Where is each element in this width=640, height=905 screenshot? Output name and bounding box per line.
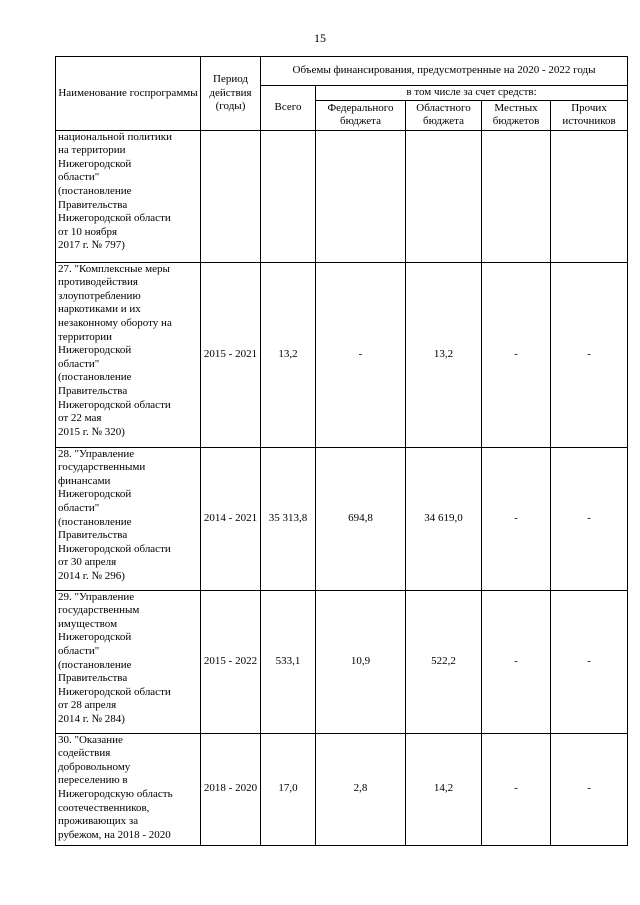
regional-budget-cell — [406, 130, 482, 262]
program-name-line: области" — [58, 171, 100, 184]
other-sources-cell: - — [551, 447, 628, 590]
program-name-line: государственным — [58, 604, 140, 617]
program-name-line: содействия — [58, 747, 111, 760]
period-cell — [201, 130, 261, 262]
program-name-line: от 22 мая — [58, 412, 102, 425]
program-name-line: 2014 г. № 284) — [58, 712, 125, 725]
program-name-line: Нижегородскую область — [58, 787, 173, 800]
local-budget-cell: - — [482, 733, 551, 845]
program-name-line: (постановление — [58, 515, 132, 528]
total-cell: 533,1 — [261, 590, 316, 733]
other-sources-cell: - — [551, 262, 628, 447]
program-name-cell — [56, 733, 201, 845]
program-name-line: Правительства — [58, 198, 128, 211]
header-funding: Объемы финансирования, предусмотренные на 2020 - 2022 годы — [261, 57, 628, 86]
regional-budget-cell: 13,2 — [406, 262, 482, 447]
program-name-cell — [56, 130, 201, 262]
other-sources-cell: - — [551, 733, 628, 845]
program-name-line: области" — [58, 357, 100, 370]
program-name-line: 29. "Управление — [58, 590, 135, 603]
program-name-line: области" — [58, 644, 100, 657]
total-cell: 13,2 — [261, 262, 316, 447]
program-name-line: рубежом, на 2018 - 2020 — [58, 828, 171, 841]
header-other: Прочих источников — [551, 100, 628, 130]
program-name-line: злоупотреблению — [58, 289, 141, 302]
table-row — [56, 130, 628, 262]
program-name-line: незаконному обороту на — [58, 316, 172, 329]
program-name-line: Правительства — [58, 384, 128, 397]
federal-budget-cell: 2,8 — [316, 733, 406, 845]
program-name-cell — [56, 262, 201, 447]
program-name-line: 2014 г. № 296) — [58, 569, 125, 582]
program-name-line: (постановление — [58, 184, 132, 197]
header-name: Наименование госпрограммы — [56, 57, 201, 131]
program-name-line: Правительства — [58, 672, 128, 685]
total-cell: 17,0 — [261, 733, 316, 845]
table-body — [56, 130, 628, 845]
table-row — [56, 262, 628, 447]
program-name-line: Нижегородской — [58, 157, 132, 170]
program-name-line: проживающих за — [58, 815, 139, 828]
program-name-line: Нижегородской области — [58, 542, 171, 555]
header-including: в том числе за счет средств: — [316, 86, 628, 101]
period-cell: 2018 - 2020 — [201, 733, 261, 845]
table-row — [56, 733, 628, 845]
regional-budget-cell: 522,2 — [406, 590, 482, 733]
regional-budget-cell: 14,2 — [406, 733, 482, 845]
program-name-line: Нижегородской — [58, 344, 132, 357]
local-budget-cell: - — [482, 262, 551, 447]
other-sources-cell: - — [551, 590, 628, 733]
program-name-cell — [56, 447, 201, 590]
program-name-line: противодействия — [58, 276, 138, 289]
program-name-line: от 28 апреля — [58, 699, 117, 712]
page-number: 15 — [314, 31, 326, 45]
table-row — [56, 447, 628, 590]
federal-budget-cell — [316, 130, 406, 262]
header-period: Период действия (годы) — [201, 57, 261, 131]
program-name-line: добровольному — [58, 760, 131, 773]
program-name-line: переселению в — [58, 774, 128, 787]
program-name-line: Нижегородской области — [58, 398, 171, 411]
program-name-line: 28. "Управление — [58, 447, 135, 460]
program-name-line: 2017 г. № 797) — [58, 239, 125, 252]
program-name-line: имуществом — [58, 617, 118, 630]
program-name-line: 2015 г. № 320) — [58, 425, 125, 438]
federal-budget-cell: - — [316, 262, 406, 447]
program-name-line: области" — [58, 501, 100, 514]
program-name-line: национальной политики — [58, 130, 172, 143]
local-budget-cell: - — [482, 447, 551, 590]
period-cell: 2014 - 2021 — [201, 447, 261, 590]
total-cell — [261, 130, 316, 262]
program-name-line: государственными — [58, 461, 146, 474]
header-local: Местных бюджетов — [482, 100, 551, 130]
header-federal: Федерального бюджета — [316, 100, 406, 130]
federal-budget-cell: 694,8 — [316, 447, 406, 590]
program-name-line: Нижегородской области — [58, 685, 171, 698]
program-name-line: (постановление — [58, 371, 132, 384]
table-row — [56, 590, 628, 733]
funding-table — [55, 56, 628, 846]
program-name-line: территории — [58, 330, 113, 343]
program-name-line: от 10 ноября — [58, 225, 118, 238]
program-name-line: финансами — [58, 474, 111, 487]
program-name-line: Нижегородской области — [58, 212, 171, 225]
program-name-line: Нижегородской — [58, 631, 132, 644]
program-name-line: 27. "Комплексные меры — [58, 262, 170, 275]
period-cell: 2015 - 2021 — [201, 262, 261, 447]
program-name-line: соотечественников, — [58, 801, 150, 814]
header-total: Всего — [261, 86, 316, 131]
program-name-line: Правительства — [58, 529, 128, 542]
period-cell: 2015 - 2022 — [201, 590, 261, 733]
header-regional: Областного бюджета — [406, 100, 482, 130]
local-budget-cell — [482, 130, 551, 262]
total-cell: 35 313,8 — [261, 447, 316, 590]
local-budget-cell: - — [482, 590, 551, 733]
regional-budget-cell: 34 619,0 — [406, 447, 482, 590]
program-name-line: наркотиками и их — [58, 303, 141, 316]
program-name-line: на территории — [58, 144, 126, 157]
program-name-line: 30. "Оказание — [58, 733, 123, 746]
other-sources-cell — [551, 130, 628, 262]
federal-budget-cell: 10,9 — [316, 590, 406, 733]
program-name-cell — [56, 590, 201, 733]
program-name-line: Нижегородской — [58, 488, 132, 501]
program-name-line: от 30 апреля — [58, 556, 117, 569]
program-name-line: (постановление — [58, 658, 132, 671]
